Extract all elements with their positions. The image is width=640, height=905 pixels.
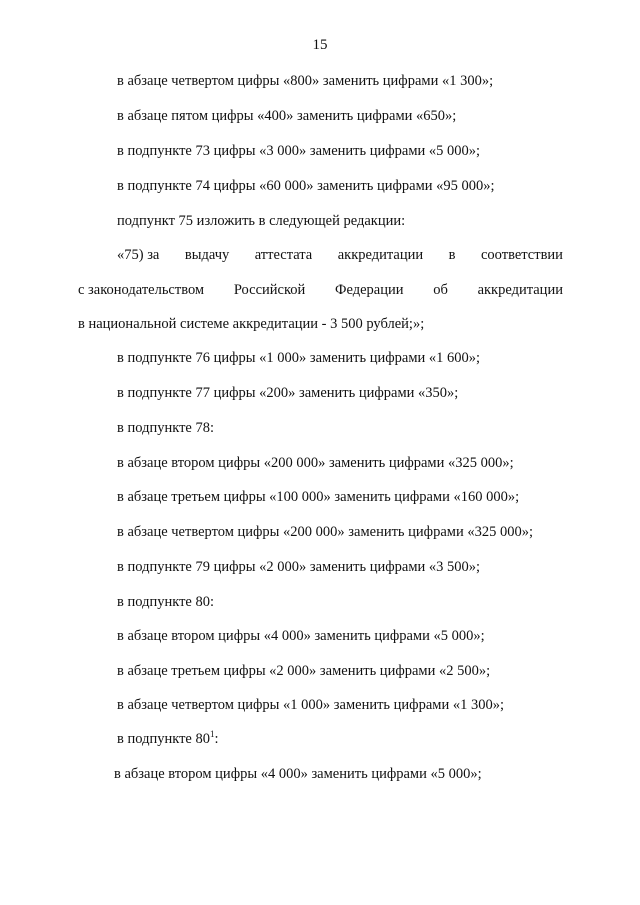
quoted-word: Федерации: [335, 282, 404, 298]
page-number: 15: [312, 37, 328, 53]
paragraph-line: в абзаце четвертом цифры «200 000» заменить цифрами «325 000»;: [117, 524, 533, 540]
quoted-text-line-2: [78, 281, 563, 299]
quoted-word: аккредитации: [477, 282, 563, 298]
paragraph-line: в абзаце втором цифры «4 000» заменить цифрами «5 000»;: [117, 628, 485, 644]
subpoint-80-1-heading: [117, 730, 219, 748]
paragraph-line: в подпункте 80:: [117, 594, 214, 610]
quoted-word: с законодательством: [78, 282, 205, 298]
superscript-number: 1: [209, 729, 215, 739]
paragraph-line: в абзаце четвертом цифры «800» заменить цифрами «1 300»;: [117, 73, 494, 89]
quoted-word: выдачу: [184, 247, 230, 263]
paragraph-line: в абзаце втором цифры «200 000» заменить цифрами «325 000»;: [117, 455, 514, 471]
paragraph-line: в подпункте 79 цифры «2 000» заменить цифрами «3 500»;: [117, 559, 481, 575]
quoted-word: соответствии: [481, 247, 563, 263]
paragraph-line: в абзаце пятом цифры «400» заменить цифрами «650»;: [117, 108, 457, 124]
quoted-word: аттестата: [254, 247, 313, 263]
paragraph-line: в абзаце третьем цифры «100 000» заменить цифрами «160 000»;: [117, 489, 520, 505]
paragraph-line: в абзаце третьем цифры «2 000» заменить цифрами «2 500»;: [117, 663, 491, 679]
paragraph-line: в абзаце четвертом цифры «1 000» заменить цифрами «1 300»;: [117, 697, 504, 713]
quoted-word: аккредитации: [337, 247, 424, 263]
quoted-word: Российской: [233, 282, 306, 298]
quoted-text-line-1: [117, 246, 563, 264]
subpoint-suffix: :: [214, 731, 219, 747]
paragraph-line: подпункт 75 изложить в следующей редакции:: [117, 213, 406, 229]
paragraph-line: в подпункте 74 цифры «60 000» заменить цифрами «95 000»;: [117, 178, 495, 194]
paragraph-line: в подпункте 77 цифры «200» заменить цифрами «350»;: [117, 385, 459, 401]
paragraph-line: в подпункте 76 цифры «1 000» заменить цифрами «1 600»;: [117, 350, 481, 366]
subpoint-text: в подпункте 80: [117, 731, 210, 747]
paragraph-line: в подпункте 78:: [117, 420, 214, 436]
paragraph-line: в подпункте 73 цифры «3 000» заменить цифрами «5 000»;: [117, 143, 481, 159]
quoted-word: об: [433, 282, 448, 298]
quoted-word: в: [448, 247, 456, 263]
quoted-text-line-3: в национальной системе аккредитации - 3 500 рублей;»;: [78, 316, 425, 332]
quoted-word: «75) за: [117, 247, 160, 263]
paragraph-line-last: в абзаце втором цифры «4 000» заменить цифрами «5 000»;: [114, 766, 482, 782]
